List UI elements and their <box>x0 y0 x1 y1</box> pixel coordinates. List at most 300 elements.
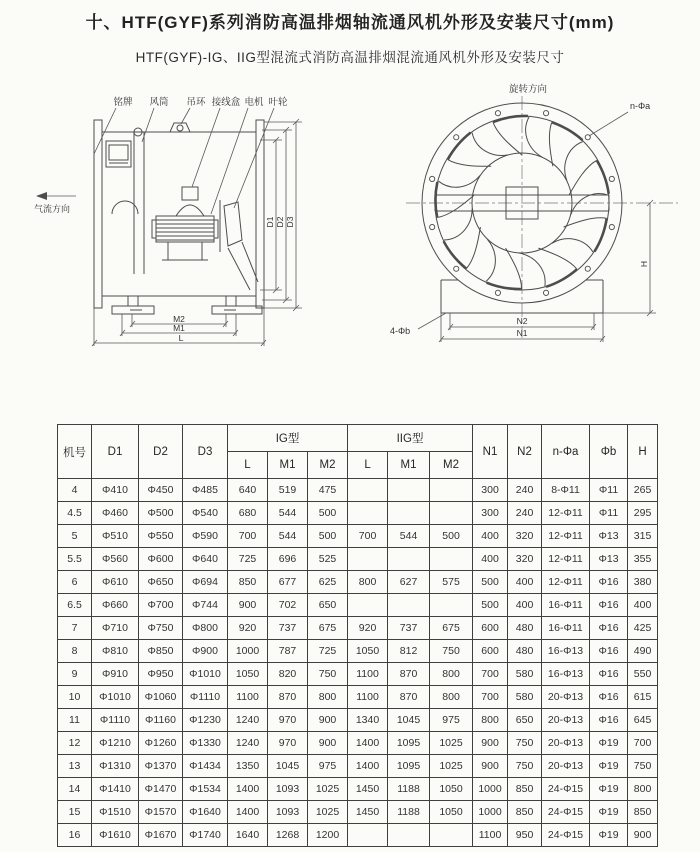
front-view-drawing <box>388 82 698 362</box>
table-cell: 5.5 <box>58 548 92 571</box>
table-row <box>58 686 658 709</box>
table-cell: 800 <box>308 686 348 709</box>
table-cell: 425 <box>628 617 658 640</box>
table-cell: 1025 <box>308 801 348 824</box>
table-row <box>58 640 658 663</box>
table-cell: 1188 <box>388 778 430 801</box>
foot-holes-label: 4-Φb <box>390 326 411 336</box>
lifting-ring-label: 吊环 <box>186 97 206 108</box>
table-row <box>58 663 658 686</box>
table-cell: 1095 <box>388 755 430 778</box>
table-cell: 1025 <box>430 755 473 778</box>
table-cell: 20-Φ13 <box>542 709 590 732</box>
table-cell <box>388 594 430 617</box>
table-cell: Φ1570 <box>139 801 183 824</box>
table-cell: 400 <box>508 571 542 594</box>
table-cell: 1200 <box>308 824 348 847</box>
table-cell: Φ450 <box>139 479 183 502</box>
motor-label: 电机 <box>244 97 264 108</box>
table-cell: 650 <box>308 594 348 617</box>
table-cell: 1100 <box>348 686 388 709</box>
table-cell: 1050 <box>348 640 388 663</box>
table-cell: 24-Φ15 <box>542 778 590 801</box>
table-cell: Φ1670 <box>139 824 183 847</box>
table-cell: 5 <box>58 525 92 548</box>
table-cell: 900 <box>473 755 508 778</box>
table-cell: 1240 <box>228 709 268 732</box>
table-cell: Φ16 <box>590 617 628 640</box>
table-cell: 615 <box>628 686 658 709</box>
table-cell: 750 <box>508 732 542 755</box>
table-cell: Φ1640 <box>183 801 228 824</box>
table-cell: 600 <box>473 640 508 663</box>
table-cell: 850 <box>228 571 268 594</box>
dim-m2-label: M2 <box>173 314 185 324</box>
table-cell: Φ13 <box>590 548 628 571</box>
table-row <box>58 824 658 847</box>
dim-n2-label: N2 <box>516 316 528 326</box>
table-cell: 1188 <box>388 801 430 824</box>
table-cell: Φ1010 <box>183 663 228 686</box>
table-cell: 24-Φ15 <box>542 824 590 847</box>
table-cell: Φ1370 <box>139 755 183 778</box>
col-header-iig: IIG型 <box>348 425 473 452</box>
table-cell: 480 <box>508 640 542 663</box>
table-cell: 1000 <box>473 801 508 824</box>
table-cell: 725 <box>228 548 268 571</box>
table-cell <box>388 479 430 502</box>
table-cell: 14 <box>58 778 92 801</box>
table-cell: 750 <box>508 755 542 778</box>
col-header-n2: N2 <box>508 425 542 479</box>
table-cell: Φ485 <box>183 479 228 502</box>
dim-m1-label: M1 <box>173 323 185 333</box>
table-cell: Φ590 <box>183 525 228 548</box>
table-cell: 700 <box>228 525 268 548</box>
col-header-h: H <box>628 425 658 479</box>
table-cell: 1000 <box>228 640 268 663</box>
table-cell: 1240 <box>228 732 268 755</box>
table-cell: Φ694 <box>183 571 228 594</box>
table-cell <box>430 548 473 571</box>
table-cell: 400 <box>473 548 508 571</box>
table-cell: 680 <box>228 502 268 525</box>
table-row <box>58 571 658 594</box>
table-cell: 500 <box>308 525 348 548</box>
table-cell: 800 <box>430 663 473 686</box>
table-cell: 8-Φ11 <box>542 479 590 502</box>
table-cell: 20-Φ13 <box>542 732 590 755</box>
table-cell: 8 <box>58 640 92 663</box>
table-cell: Φ550 <box>139 525 183 548</box>
table-row <box>58 801 658 824</box>
table-cell: Φ1010 <box>92 686 139 709</box>
table-cell: 544 <box>268 502 308 525</box>
col-header-ig-m2: M2 <box>308 452 348 479</box>
table-cell: 970 <box>268 732 308 755</box>
table-cell: 265 <box>628 479 658 502</box>
table-cell: Φ1110 <box>183 686 228 709</box>
table-cell: Φ560 <box>92 548 139 571</box>
table-cell: 640 <box>228 479 268 502</box>
table-cell: 12-Φ11 <box>542 571 590 594</box>
table-cell <box>388 548 430 571</box>
table-cell: 675 <box>308 617 348 640</box>
table-cell <box>430 502 473 525</box>
table-cell: 675 <box>430 617 473 640</box>
table-cell: 400 <box>508 594 542 617</box>
dim-h-label: H <box>639 260 649 268</box>
table-cell: 355 <box>628 548 658 571</box>
table-cell: 737 <box>388 617 430 640</box>
table-cell: 600 <box>473 617 508 640</box>
table-cell: 12-Φ11 <box>542 525 590 548</box>
table-cell: 900 <box>308 709 348 732</box>
table-cell: 737 <box>268 617 308 640</box>
table-cell: Φ1230 <box>183 709 228 732</box>
flange-holes-label: n-Φa <box>630 101 651 111</box>
table-cell: 800 <box>473 709 508 732</box>
table-cell: 850 <box>628 801 658 824</box>
col-header-n1: N1 <box>473 425 508 479</box>
rotation-direction-label: 旋转方向 <box>508 84 548 95</box>
table-cell: 650 <box>508 709 542 732</box>
front-view-dimension-lines <box>418 112 656 342</box>
table-cell: Φ640 <box>183 548 228 571</box>
table-cell: 525 <box>308 548 348 571</box>
table-cell: Φ16 <box>590 686 628 709</box>
table-cell: 10 <box>58 686 92 709</box>
table-cell: 20-Φ13 <box>542 686 590 709</box>
table-cell: 315 <box>628 525 658 548</box>
table-cell: 500 <box>430 525 473 548</box>
dim-l-label: L <box>178 333 184 343</box>
table-row <box>58 525 658 548</box>
col-header-iig-m1: M1 <box>388 452 430 479</box>
table-cell: 870 <box>268 686 308 709</box>
table-cell: Φ610 <box>92 571 139 594</box>
table-cell: 490 <box>628 640 658 663</box>
table-cell: Φ750 <box>139 617 183 640</box>
col-header-jihao: 机号 <box>58 425 92 479</box>
table-cell: 627 <box>388 571 430 594</box>
airflow-arrowhead <box>36 192 47 200</box>
table-cell: Φ1434 <box>183 755 228 778</box>
table-cell: 700 <box>473 663 508 686</box>
table-cell: Φ1110 <box>92 709 139 732</box>
table-row <box>58 548 658 571</box>
table-cell <box>348 824 388 847</box>
col-header-d1: D1 <box>92 425 139 479</box>
table-cell: 12 <box>58 732 92 755</box>
col-header-iig-m2: M2 <box>430 452 473 479</box>
junction-box-label: 接线盒 <box>211 97 241 108</box>
table-cell: Φ660 <box>92 594 139 617</box>
table-cell: 1100 <box>228 686 268 709</box>
table-cell: 16-Φ13 <box>542 640 590 663</box>
table-cell: Φ700 <box>139 594 183 617</box>
table-cell: Φ1534 <box>183 778 228 801</box>
table-cell: Φ16 <box>590 571 628 594</box>
table-cell: 870 <box>388 663 430 686</box>
table-cell: 320 <box>508 548 542 571</box>
table-cell: 400 <box>628 594 658 617</box>
table-cell: Φ19 <box>590 778 628 801</box>
table-cell: 975 <box>430 709 473 732</box>
table-cell: 1025 <box>430 732 473 755</box>
table-cell: 625 <box>308 571 348 594</box>
table-cell: 11 <box>58 709 92 732</box>
table-cell: 812 <box>388 640 430 663</box>
table-cell: 550 <box>628 663 658 686</box>
table-cell: 677 <box>268 571 308 594</box>
col-header-d3: D3 <box>183 425 228 479</box>
table-cell: Φ16 <box>590 594 628 617</box>
table-cell: 575 <box>430 571 473 594</box>
table-cell: 800 <box>628 778 658 801</box>
table-cell: 750 <box>628 755 658 778</box>
table-cell <box>430 824 473 847</box>
table-cell: 920 <box>348 617 388 640</box>
table-cell: 702 <box>268 594 308 617</box>
table-cell: 300 <box>473 502 508 525</box>
table-cell: 850 <box>508 778 542 801</box>
table-cell: 900 <box>308 732 348 755</box>
table-cell: 950 <box>508 824 542 847</box>
table-cell: Φ950 <box>139 663 183 686</box>
col-header-ig-l: L <box>228 452 268 479</box>
table-cell: 1045 <box>268 755 308 778</box>
col-header-ig: IG型 <box>228 425 348 452</box>
table-cell: 1050 <box>228 663 268 686</box>
table-cell: 900 <box>628 824 658 847</box>
table-cell <box>348 548 388 571</box>
table-cell: 850 <box>508 801 542 824</box>
table-row <box>58 479 658 502</box>
table-cell <box>430 594 473 617</box>
table-cell: 1400 <box>228 778 268 801</box>
table-cell: 20-Φ13 <box>542 755 590 778</box>
table-cell: Φ1610 <box>92 824 139 847</box>
front-view-centerlines <box>406 96 678 338</box>
side-view-drawing <box>30 84 362 364</box>
table-row <box>58 617 658 640</box>
table-cell: 24-Φ15 <box>542 801 590 824</box>
table-cell: 800 <box>430 686 473 709</box>
table-cell: Φ1470 <box>139 778 183 801</box>
table-cell: Φ600 <box>139 548 183 571</box>
table-cell <box>388 502 430 525</box>
dim-d3-label: D3 <box>285 216 295 228</box>
table-cell: Φ410 <box>92 479 139 502</box>
table-row <box>58 755 658 778</box>
table-cell: 700 <box>628 732 658 755</box>
table-cell: Φ13 <box>590 525 628 548</box>
table-cell: 12-Φ11 <box>542 502 590 525</box>
side-view-casing <box>94 120 264 314</box>
table-body <box>58 479 658 847</box>
table-cell: 4.5 <box>58 502 92 525</box>
duct-label: 风筒 <box>149 97 169 108</box>
dimension-table <box>57 424 658 847</box>
table-cell: Φ900 <box>183 640 228 663</box>
table-cell: 1268 <box>268 824 308 847</box>
table-cell: 1340 <box>348 709 388 732</box>
table-cell: 6 <box>58 571 92 594</box>
table-cell: Φ19 <box>590 732 628 755</box>
table-cell: 1450 <box>348 801 388 824</box>
table-cell: 4 <box>58 479 92 502</box>
table-cell: 725 <box>308 640 348 663</box>
table-header-row-1 <box>58 425 658 452</box>
table-cell: 696 <box>268 548 308 571</box>
table-cell: 500 <box>308 502 348 525</box>
table-cell: 380 <box>628 571 658 594</box>
table-cell: 900 <box>473 732 508 755</box>
table-cell: Φ540 <box>183 502 228 525</box>
table-cell: 580 <box>508 663 542 686</box>
table-cell: 1093 <box>268 778 308 801</box>
table-cell: Φ1310 <box>92 755 139 778</box>
table-cell: 800 <box>348 571 388 594</box>
table-cell: 1400 <box>348 755 388 778</box>
table-cell: 1100 <box>473 824 508 847</box>
table-cell: 544 <box>268 525 308 548</box>
table-cell: Φ11 <box>590 502 628 525</box>
table-cell: 544 <box>388 525 430 548</box>
table-cell: Φ850 <box>139 640 183 663</box>
table-cell: Φ1160 <box>139 709 183 732</box>
table-cell: 1025 <box>308 778 348 801</box>
dim-n1-label: N1 <box>516 328 528 338</box>
table-cell: Φ1330 <box>183 732 228 755</box>
nameplate-label: 铭牌 <box>113 97 133 108</box>
table-cell: 700 <box>473 686 508 709</box>
table-cell: 1400 <box>228 801 268 824</box>
table-cell: 15 <box>58 801 92 824</box>
table-cell: 1640 <box>228 824 268 847</box>
table-cell: 970 <box>268 709 308 732</box>
table-cell <box>348 479 388 502</box>
table-cell: 1045 <box>388 709 430 732</box>
col-header-ig-m1: M1 <box>268 452 308 479</box>
table-cell: 480 <box>508 617 542 640</box>
col-header-phib: Φb <box>590 425 628 479</box>
table-cell: Φ1410 <box>92 778 139 801</box>
table-cell: 500 <box>473 594 508 617</box>
dim-d2-label: D2 <box>275 216 285 228</box>
table-cell: 295 <box>628 502 658 525</box>
table-cell: 9 <box>58 663 92 686</box>
page-title: 十、HTF(GYF)系列消防高温排烟轴流通风机外形及安装尺寸(mm) <box>85 13 615 32</box>
table-cell: Φ500 <box>139 502 183 525</box>
airflow-direction-label: 气流方向 <box>33 204 71 214</box>
table-cell: 7 <box>58 617 92 640</box>
table-cell: Φ650 <box>139 571 183 594</box>
table-cell: 400 <box>473 525 508 548</box>
dim-d1-label: D1 <box>265 216 275 228</box>
table-cell: 1350 <box>228 755 268 778</box>
table-cell: Φ710 <box>92 617 139 640</box>
table-cell: Φ1510 <box>92 801 139 824</box>
table-cell: 13 <box>58 755 92 778</box>
table-cell <box>388 824 430 847</box>
table-cell: 240 <box>508 502 542 525</box>
table-cell: 870 <box>388 686 430 709</box>
table-cell: Φ510 <box>92 525 139 548</box>
table-cell: 1050 <box>430 801 473 824</box>
table-cell: 1450 <box>348 778 388 801</box>
table-cell: 1000 <box>473 778 508 801</box>
table-cell: 750 <box>308 663 348 686</box>
table-cell: Φ460 <box>92 502 139 525</box>
table-cell: 6.5 <box>58 594 92 617</box>
table-row <box>58 594 658 617</box>
table-cell: 975 <box>308 755 348 778</box>
table-cell: 900 <box>228 594 268 617</box>
table-cell: 16-Φ11 <box>542 594 590 617</box>
table-row <box>58 502 658 525</box>
table-cell: Φ1740 <box>183 824 228 847</box>
table-cell <box>348 502 388 525</box>
table-cell: 320 <box>508 525 542 548</box>
table-cell: 820 <box>268 663 308 686</box>
table-cell: 240 <box>508 479 542 502</box>
table-cell: Φ19 <box>590 801 628 824</box>
table-cell: 500 <box>473 571 508 594</box>
table-cell: 1095 <box>388 732 430 755</box>
page-subtitle: HTF(GYF)-IG、IIG型混流式消防高温排烟混流通风机外形及安装尺寸 <box>135 50 565 65</box>
table-cell: 1093 <box>268 801 308 824</box>
table-cell: Φ744 <box>183 594 228 617</box>
table-row <box>58 709 658 732</box>
table-cell: Φ16 <box>590 640 628 663</box>
table-row <box>58 778 658 801</box>
table-cell <box>348 594 388 617</box>
side-view-leader-lines <box>94 108 274 214</box>
table-cell: Φ16 <box>590 709 628 732</box>
col-header-d2: D2 <box>139 425 183 479</box>
table-cell: Φ1260 <box>139 732 183 755</box>
table-cell: Φ16 <box>590 663 628 686</box>
table-cell: Φ1060 <box>139 686 183 709</box>
table-cell: 16-Φ13 <box>542 663 590 686</box>
table-cell: 300 <box>473 479 508 502</box>
table-cell: 920 <box>228 617 268 640</box>
table-cell: Φ800 <box>183 617 228 640</box>
col-header-iig-l: L <box>348 452 388 479</box>
table-cell: 16-Φ11 <box>542 617 590 640</box>
impeller-label: 叶轮 <box>268 97 288 108</box>
col-header-na: n-Φa <box>542 425 590 479</box>
table-cell: 787 <box>268 640 308 663</box>
table-cell: Φ19 <box>590 755 628 778</box>
table-cell: Φ1210 <box>92 732 139 755</box>
table-cell: 12-Φ11 <box>542 548 590 571</box>
table-cell: 1100 <box>348 663 388 686</box>
table-cell: Φ910 <box>92 663 139 686</box>
table-cell: 475 <box>308 479 348 502</box>
table-cell: 750 <box>430 640 473 663</box>
table-cell: 519 <box>268 479 308 502</box>
table-cell <box>430 479 473 502</box>
table-row <box>58 732 658 755</box>
table-cell: 645 <box>628 709 658 732</box>
table-cell: Φ19 <box>590 824 628 847</box>
table-cell: 16 <box>58 824 92 847</box>
table-cell: 1400 <box>348 732 388 755</box>
table-cell: 700 <box>348 525 388 548</box>
